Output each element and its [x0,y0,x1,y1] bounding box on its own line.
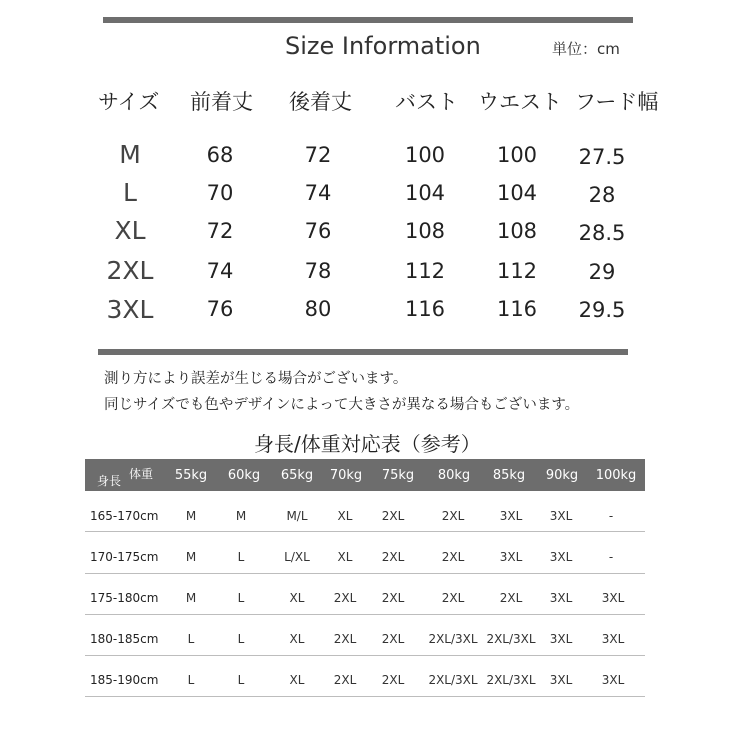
size-cell: 3XL [549,673,573,687]
size-cell: M [185,591,197,605]
size-cell: XL [337,509,353,523]
corner-weight-label: 体重 [129,467,154,481]
table-cell: 76 [304,219,332,243]
table-cell: 72 [206,219,234,243]
size-cell: 2XL [381,673,405,687]
size-cell: L [237,591,245,605]
weight-header: 65kg [280,468,314,483]
table-cell: 28.5 [578,221,626,245]
size-cell: 2XL [333,673,357,687]
weight-header: 55kg [174,468,208,483]
weight-header: 85kg [492,468,526,483]
height-label: 180-185cm [90,632,159,646]
size-cell: L [237,673,245,687]
top-divider [103,17,633,23]
size-cell: L [237,550,245,564]
weight-header: 75kg [381,468,415,483]
header-waist: ウエスト [478,90,562,114]
height-label: 165-170cm [90,509,159,523]
table-cell: 104 [496,181,538,205]
size-cell: M [185,550,197,564]
size-cell: 2XL [333,632,357,646]
weight-header: 100kg [595,468,637,483]
size-cell: L [187,632,195,646]
size-cell: - [608,550,614,564]
header-size: サイズ [98,90,160,114]
table-cell: 29 [588,260,616,284]
size-cell: XL [289,591,305,605]
row-divider [85,655,645,656]
height-weight-header [85,459,645,491]
size-cell: 3XL [106,295,154,324]
size-cell: 2XL [381,591,405,605]
size-cell: L [187,673,195,687]
size-cell: 2XL [106,256,154,285]
size-cell: 2XL [381,632,405,646]
row-divider [85,531,645,532]
size-cell: 2XL/3XL [428,673,478,687]
size-cell: L [123,178,137,207]
table-cell: 108 [404,219,446,243]
height-weight-title: 身長/体重対応表（参考） [254,432,481,456]
table-cell: 68 [206,143,234,167]
table-cell: 108 [496,219,538,243]
bottom-divider [98,349,628,355]
size-cell: 3XL [601,591,625,605]
weight-header: 80kg [437,468,471,483]
size-cell: 3XL [549,632,573,646]
table-cell: 74 [304,181,332,205]
size-cell: M [185,509,197,523]
size-cell: 3XL [499,509,523,523]
header-back-length: 後着丈 [289,90,352,114]
size-info-title: Size Information [285,32,481,60]
table-cell: 27.5 [578,145,626,169]
corner-height-label: 身長 [97,474,122,488]
table-cell: 76 [206,297,234,321]
size-cell: 3XL [549,509,573,523]
size-cell: 2XL [441,550,465,564]
size-cell: - [608,509,614,523]
size-cell: 2XL/3XL [428,632,478,646]
table-cell: 112 [404,259,446,283]
table-cell: 29.5 [578,298,626,322]
note-line-2: 同じサイズでも色やデザインによって大きさが異なる場合もございます。 [104,397,580,413]
size-cell: XL [114,216,146,245]
size-cell: 3XL [499,550,523,564]
height-label: 185-190cm [90,673,159,687]
weight-header: 60kg [227,468,261,483]
table-cell: 70 [206,181,234,205]
height-label: 175-180cm [90,591,159,605]
table-cell: 116 [404,297,446,321]
size-cell: 3XL [601,673,625,687]
table-cell: 100 [496,143,538,167]
table-cell: 80 [304,297,332,321]
size-cell: XL [289,673,305,687]
table-cell: 116 [496,297,538,321]
size-cell: XL [289,632,305,646]
size-cell: 2XL [381,550,405,564]
table-cell: 100 [404,143,446,167]
table-cell: 72 [304,143,332,167]
size-cell: 3XL [549,591,573,605]
size-cell: L [237,632,245,646]
size-cell: M/L [286,509,308,523]
size-cell: 2XL [381,509,405,523]
size-cell: 2XL [441,591,465,605]
table-cell: 104 [404,181,446,205]
header-front-length: 前着丈 [190,90,253,114]
weight-header: 70kg [329,468,363,483]
unit-label: 単位：cm [552,40,620,58]
size-cell: 2XL/3XL [486,673,536,687]
size-cell: 2XL [333,591,357,605]
note-line-1: 測り方により誤差が生じる場合がございます。 [104,371,408,387]
row-divider [85,696,645,697]
table-cell: 74 [206,259,234,283]
size-cell: 2XL [499,591,523,605]
size-cell: M [119,140,141,169]
size-cell: 2XL/3XL [486,632,536,646]
header-hood-width: フード幅 [575,90,659,114]
row-divider [85,573,645,574]
header-bust: バスト [395,90,458,114]
table-cell: 112 [496,259,538,283]
table-cell: 78 [304,259,332,283]
size-cell: 2XL [441,509,465,523]
size-cell: XL [337,550,353,564]
height-label: 170-175cm [90,550,159,564]
row-divider [85,614,645,615]
size-cell: L/XL [284,550,310,564]
table-cell: 28 [588,183,616,207]
size-cell: 3XL [549,550,573,564]
weight-header: 90kg [545,468,579,483]
size-cell: M [235,509,247,523]
size-cell: 3XL [601,632,625,646]
